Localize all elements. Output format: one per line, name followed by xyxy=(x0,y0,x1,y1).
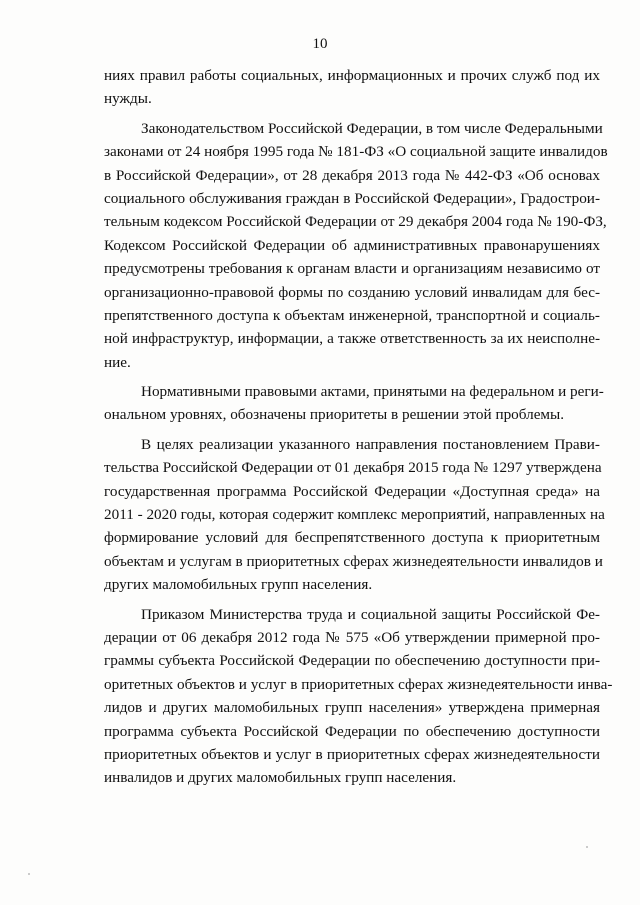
text-line: дерации от 06 декабря 2012 года № 575 «Об утверждении примерной про- xyxy=(104,628,600,646)
scan-speck xyxy=(586,846,588,848)
text-line: тельства Российской Федерации от 01 декабря 2015 года № 1297 утверждена xyxy=(104,459,602,477)
text-line: нужды. xyxy=(104,90,152,108)
paragraph-normative-acts xyxy=(104,380,604,427)
text-line: объектам и услугам в приоритетных сферах жизнедеятельности инвалидов и xyxy=(104,552,603,570)
text-line: Нормативными правовыми актами, принятыми на федеральном и реги- xyxy=(141,383,604,401)
text-line: ниях правил работы социальных, информационных и прочих служб под их xyxy=(104,67,600,84)
text-line: приоритетных объектов и услуг в приоритетных сферах жизнедеятельности xyxy=(104,745,600,763)
text-line: в Российской Федерации», от 28 декабря 2013 года № 442-ФЗ «Об основах xyxy=(104,166,600,184)
paragraph-continuation xyxy=(104,64,600,111)
text-line: 2011 - 2020 годы, которая содержит комплекс мероприятий, направленных на xyxy=(104,506,605,524)
text-line: государственная программа Российской Федерации «Доступная среда» на xyxy=(104,482,600,500)
text-line: лидов и других маломобильных групп населения» утверждена примерная xyxy=(104,699,600,717)
text-line: В целях реализации указанного направления постановлением Прави- xyxy=(141,435,600,453)
text-line: тельным кодексом Российской Федерации от 29 декабря 2004 года № 190-ФЗ, xyxy=(104,213,607,231)
text-line: ональном уровнях, обозначены приоритеты в решении этой проблемы. xyxy=(104,406,565,424)
text-line: Законодательством Российской Федерации, в том числе Федеральными xyxy=(141,119,603,137)
paragraph-ministry-order xyxy=(104,603,613,790)
text-line: Кодексом Российской Федерации об административных правонарушениях xyxy=(104,236,600,254)
text-line: препятственного доступа к объектам инженерной, транспортной и социаль- xyxy=(104,306,600,324)
text-line: Приказом Министерства труда и социальной защиты Российской Фе- xyxy=(141,605,600,623)
text-line: граммы субъекта Российской Федерации по обеспечению доступности при- xyxy=(104,652,600,670)
paragraph-state-program xyxy=(104,433,605,597)
scan-speck xyxy=(28,873,30,875)
text-line: социального обслуживания граждан в Российской Федерации», Градострои- xyxy=(104,189,600,207)
text-line: ние. xyxy=(104,353,131,371)
text-line: формирование условий для беспрепятственного доступа к приоритетным xyxy=(104,529,600,547)
page-number: 10 xyxy=(312,36,328,52)
text-line: организационно-правовой формы по созданию условий инвалидам для бес- xyxy=(104,283,600,301)
text-line: предусмотрены требования к органам власти и организациям независимо от xyxy=(104,260,600,278)
paragraph-legislation xyxy=(104,117,608,374)
text-line: оритетных объектов и услуг в приоритетных сферах жизнедеятельности инва- xyxy=(104,675,613,693)
text-line: программа субъекта Российской Федерации по обеспечению доступности xyxy=(104,722,600,740)
text-line: ной инфраструктур, информации, а также ответственность за их неисполне- xyxy=(104,330,600,348)
text-line: других маломобильных групп населения. xyxy=(104,576,373,594)
document-body xyxy=(104,64,613,790)
text-line: законами от 24 ноября 1995 года № 181-ФЗ «О социальной защите инвалидов xyxy=(104,143,608,161)
text-line: инвалидов и других маломобильных групп населения. xyxy=(104,769,457,787)
